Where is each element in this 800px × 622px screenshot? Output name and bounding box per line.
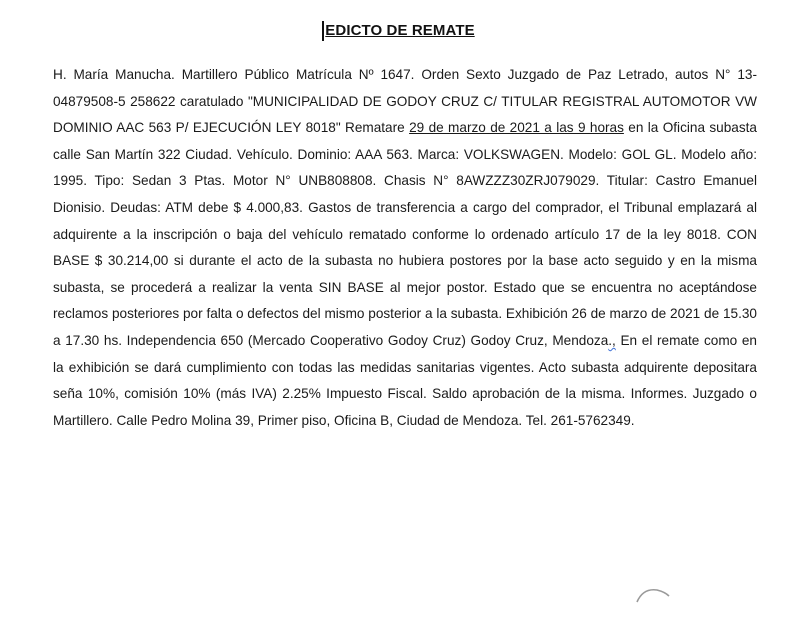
partial-signature-mark — [625, 582, 695, 622]
title-text[interactable] — [325, 22, 474, 39]
paragraph-text-3: En el remate como en la exhibición se dará cumplimiento con todas las medidas sanitarias vigentes. Acto subasta adquirente depositara seña 10%, comisión 10% (más IVA) 2.25% Impuesto Fiscal. Saldo aprobación de la misma. Informes. Juzgado o Martillero. Calle Pedro Molina 39, Primer piso, Oficina B, Ciudad de Mendoza. Tel. 261-5762349. — [53, 332, 757, 428]
paragraph-text-1: H. María Manucha. Martillero Público Matrícula Nº 1647. Orden Sexto Juzgado de Paz Letrado, autos N° 13-04879508-5 258622 caratulado "MUNICIPALIDAD DE GODOY CRUZ C/ TITULAR REGISTRAL AUTOMOTOR VW DOMINIO AAC 563 P/ EJECUCIÓN LEY 8018" Rematare — [53, 67, 757, 136]
document-title — [0, 22, 800, 39]
title-label: EDICTO DE REMATE — [325, 22, 475, 39]
edict-paragraph[interactable] — [53, 62, 757, 434]
auction-date-underlined: 29 de marzo de 2021 a las 9 horas — [409, 120, 624, 136]
spellcheck-flagged-punctuation[interactable]: ., — [608, 332, 616, 348]
signature-stroke — [637, 590, 669, 602]
paragraph-text-2: en la Oficina subasta calle San Martín 322 Ciudad. Vehículo. Dominio: AAA 563. Marca: VOLKSWAGEN. Modelo: GOL GL. Modelo año: 1995. Tipo: Sedan 3 Ptas. Motor N° UNB808808. Chasis N° 8AWZZZ30ZRJ079029. Titular: Castro Emanuel Dionisio. Deudas: ATM debe $ 4.000,83. Gastos de transferencia a cargo del comprador, el Tribunal emplazará al adquirente a la inscripción o baja del vehículo rematado conforme lo ordenado artículo 17 de la ley 8018. CON BASE $ 30.214,00 si durante el acto de la subasta no hubiera postores por la base acto seguido y en la misma subasta, se procederá a realizar la venta SIN BASE al mejor postor. Estado que se encuentra no aceptándose reclamos posteriores por falta o defectos del mismo posterior a la subasta. Exhibición 26 de marzo de 2021 de 15.30 a 17.30 hs. Independencia 650 (Mercado Cooperativo Godoy Cruz) Godoy Cruz, Mendoza — [53, 120, 757, 348]
text-cursor — [322, 21, 324, 41]
